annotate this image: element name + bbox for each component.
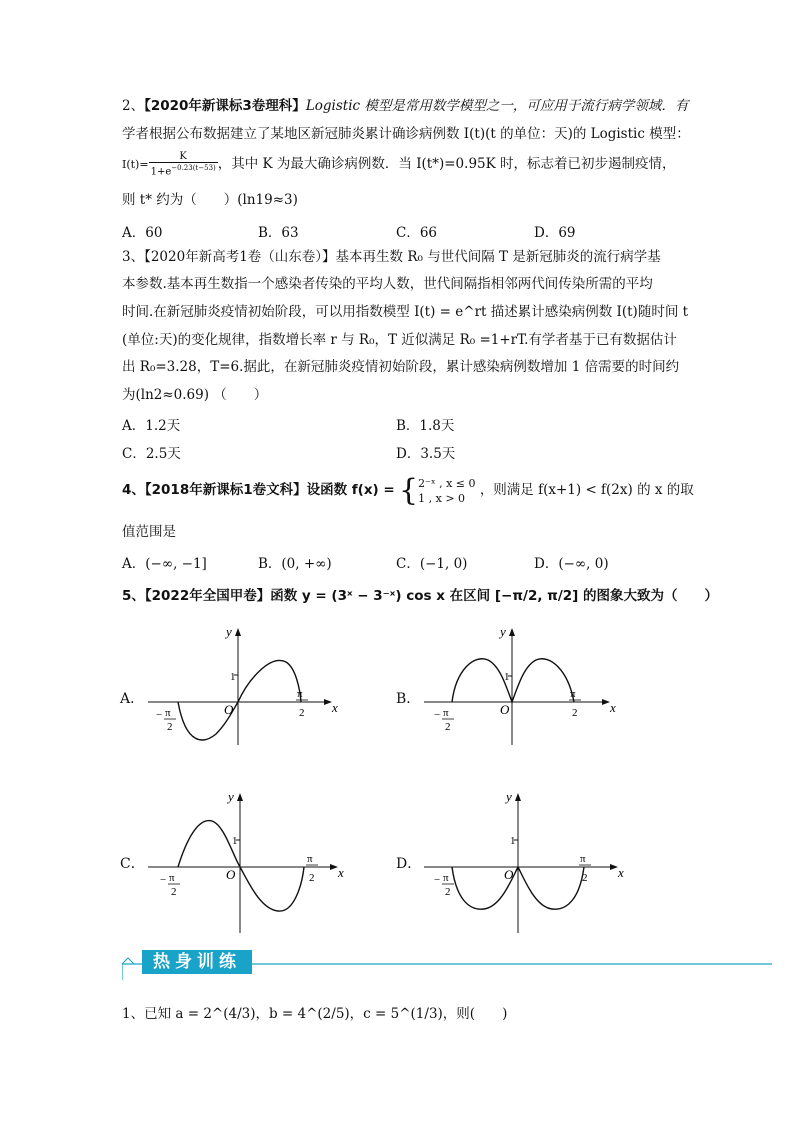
q2-source: 【2020年新课标3卷理科】 <box>144 98 306 114</box>
graph-b-label: B． <box>396 691 421 707</box>
graph-c-one: 1 <box>232 835 238 847</box>
q5-text: 5、【2022年全国甲卷】函数 y = (3ˣ − 3⁻ˣ) cos x 在区间 [−π/2, π/2] 的图象大致为（ ） <box>122 588 719 604</box>
graph-d-two-pos: 2 <box>582 872 588 884</box>
graph-a-x: x <box>332 700 338 715</box>
q2-formula-lhs: I(t)= <box>122 158 149 171</box>
q3-line5: 出 R₀=3.28，T=6.据此，在新冠肺炎疫情初始阶段，累计感染病例数增加 1 倍需要的时间约 <box>122 359 680 375</box>
q2-formula-den-wrap <box>149 163 218 177</box>
q2-number: 2、 <box>122 98 145 114</box>
graph-d-svg <box>396 785 636 935</box>
graph-d-one: 1 <box>510 835 516 847</box>
graph-b-two-neg: 2 <box>445 721 451 733</box>
q2-formula-exp: −0.23(t−53) <box>171 164 216 173</box>
q2-formula-num: K <box>149 151 218 163</box>
q3-line3: 时间.在新冠肺炎疫情初始阶段，可以用指数模型 I(t) = e^rt 描述累计感染病例数 I(t)随时间 t <box>122 304 689 320</box>
q2-option-b: B．63 <box>258 225 299 241</box>
graph-b-one: 1 <box>504 671 510 683</box>
graph-c-pi-pos: π <box>307 853 313 865</box>
w1-line1: 1、已知 a = 2^(4/3)，b = 4^(2/5)，c = 5^(1/3)，则( ) <box>122 1006 508 1022</box>
q3-option-b: B．1.8天 <box>396 418 455 434</box>
graph-c-curve <box>178 821 304 912</box>
graph-c-pi-neg: π <box>169 872 175 884</box>
q2-formula-den: 1+e <box>150 166 172 178</box>
graph-a <box>120 620 360 750</box>
graph-b-x: x <box>610 700 616 715</box>
q2-line2: 学者根据公布数据建立了某地区新冠肺炎累计确诊病例数 I(t)(t 的单位：天)的 Logistic 模型： <box>122 126 690 142</box>
q4-tail: ，则满足 f(x+1) < f(2x) 的 x 的取 <box>479 482 694 498</box>
graph-b-minus: − <box>434 709 441 721</box>
q2-formula-fraction <box>149 151 218 177</box>
q3-option-d: D．3.5天 <box>396 446 456 462</box>
q4-brace: { <box>399 472 419 508</box>
q3-option-a: A．1.2天 <box>122 418 181 434</box>
graph-c-origin: O <box>226 867 236 882</box>
graph-b-origin: O <box>500 702 510 717</box>
q2-option-c: C．66 <box>396 225 438 241</box>
graph-c <box>120 785 360 935</box>
q2-line1 <box>122 96 688 116</box>
graph-b <box>396 620 636 750</box>
q2-option-d: D．69 <box>534 225 576 241</box>
graph-d-minus: − <box>434 874 441 886</box>
q2-option-a: A．60 <box>122 225 163 241</box>
q4-option-b: B．(0, +∞) <box>258 556 332 572</box>
graph-b-two-pos: 2 <box>572 707 578 719</box>
graph-d-pi-pos: π <box>580 853 586 865</box>
graph-c-label: C． <box>120 856 145 872</box>
graph-d-pi-neg: π <box>443 872 449 884</box>
q4-cases <box>418 476 475 506</box>
q2-line1-text: Logistic 模型是常用数学模型之一，可应用于流行病学领域．有 <box>305 98 689 114</box>
graph-a-curve <box>178 661 301 740</box>
graph-d-label: D． <box>396 856 422 872</box>
q3-line6: 为(ln2≈0.69) （ ） <box>122 387 268 403</box>
graph-d-x: x <box>618 865 624 880</box>
graph-a-two-pos: 2 <box>299 707 305 719</box>
graph-a-one: 1 <box>230 671 236 683</box>
graph-a-origin: O <box>224 702 234 717</box>
q3-line4: (单位:天)的变化规律，指数增长率 r 与 R₀，T 近似满足 R₀ =1+rT.有学者基于已有数据估计 <box>122 332 677 348</box>
graph-b-pi-pos: π <box>570 688 576 700</box>
q4-option-c: C．(−1, 0) <box>396 556 468 572</box>
graph-d-y: y <box>506 789 512 804</box>
graph-d-two-neg: 2 <box>445 886 451 898</box>
graph-c-minus: − <box>160 874 167 886</box>
section-title: 热身训练 <box>142 950 252 974</box>
graph-a-pi-neg: π <box>165 707 171 719</box>
graph-a-pi-pos: π <box>297 688 303 700</box>
graph-c-y: y <box>228 789 234 804</box>
graph-b-pi-neg: π <box>443 707 449 719</box>
graph-d <box>396 785 636 935</box>
q4-case2: 1 , x > 0 <box>418 491 466 505</box>
q2-line3-text: ，其中 K 为最大确诊病例数．当 I(t*)=0.95K 时，标志着已初步遏制疫情， <box>217 156 676 172</box>
graph-a-label: A． <box>120 691 145 707</box>
q4-option-d: D．(−∞, 0) <box>534 556 609 572</box>
graph-a-y: y <box>226 624 232 639</box>
q3-option-c: C．2.5天 <box>122 446 181 462</box>
q2-line3 <box>122 151 676 178</box>
q5-line1 <box>122 586 718 606</box>
q3-line1: 3、【2020年新高考1卷（山东卷）】基本再生数 R₀ 与世代间隔 T 是新冠肺炎的流行病学基 <box>122 249 661 265</box>
graph-b-curve <box>452 659 574 702</box>
q4-line1 <box>122 472 694 508</box>
graph-d-origin: O <box>504 867 514 882</box>
q4-case1: 2⁻ˣ , x ≤ 0 <box>418 476 476 490</box>
graph-c-svg <box>120 785 360 935</box>
q4-lead: 4、【2018年新课标1卷文科】设函数 f(x) = <box>122 482 395 498</box>
graph-a-svg <box>120 620 360 750</box>
graph-c-x: x <box>338 865 344 880</box>
graph-c-two-neg: 2 <box>171 886 177 898</box>
q3-line2: 本参数.基本再生数指一个感染者传染的平均人数，世代间隔指相邻两代间传染所需的平均 <box>122 276 653 292</box>
graph-b-svg <box>396 620 636 750</box>
graph-b-y: y <box>500 624 506 639</box>
graph-a-minus: − <box>156 709 163 721</box>
graph-c-two-pos: 2 <box>309 872 315 884</box>
q4-option-a: A．(−∞, −1] <box>122 556 207 572</box>
graph-a-two-neg: 2 <box>167 721 173 733</box>
q2-line4: 则 t* 约为（ ）(ln19≈3) <box>122 192 298 208</box>
q4-line2: 值范围是 <box>122 524 176 540</box>
